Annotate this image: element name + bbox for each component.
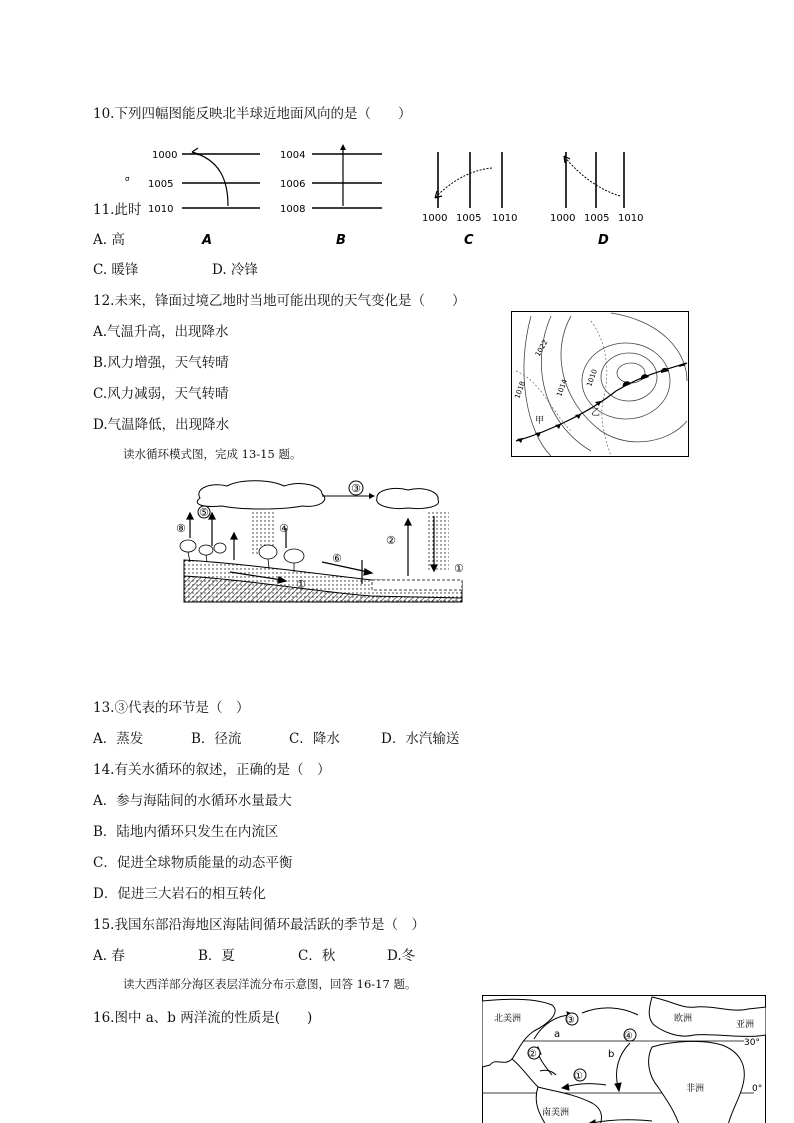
figure-c-label-1: 1000	[422, 213, 448, 224]
weather-map-label-1022: 1022	[533, 338, 550, 358]
label-north-america: 北美洲	[494, 1014, 522, 1024]
label-south-america: 南美洲	[542, 1108, 570, 1118]
figure-b	[280, 144, 382, 248]
question-13-option-b: B．径流	[191, 731, 242, 747]
figure-c-letter: C	[464, 233, 474, 248]
label-8: ⑧	[176, 522, 186, 535]
isobar-figures	[120, 140, 660, 255]
label-1-sea: ①	[454, 562, 464, 575]
question-14-option-d: D．促进三大岩石的相互转化	[93, 886, 266, 902]
question-16: 16.图中 a、b 两洋流的性质是( )	[93, 1010, 313, 1026]
question-11-option-c: C. 暖锋	[93, 262, 139, 278]
figure-a-letter: A	[202, 233, 213, 248]
figure-b-label-3: 1008	[280, 204, 306, 215]
weather-map-label-yi: 乙	[591, 408, 601, 418]
atlantic-label-2: ②	[528, 1049, 537, 1060]
question-12-option-c: C.风力减弱，天气转晴	[93, 386, 229, 402]
weather-map	[511, 311, 689, 457]
atlantic-label-1: ①	[574, 1071, 583, 1082]
weather-map-label-jia: 甲	[535, 416, 545, 426]
question-15: 15.我国东部沿海地区海陆间循环最活跃的季节是（ ）	[93, 917, 425, 933]
figure-b-label-2: 1006	[280, 179, 306, 190]
question-13-option-d: D．水汽输送	[381, 731, 460, 747]
figure-d-label-1: 1000	[550, 213, 576, 224]
figure-b-letter: B	[336, 233, 346, 248]
question-13-option-a: A．蒸发	[93, 731, 144, 747]
question-13-option-c: C．降水	[289, 731, 340, 747]
weather-map-label-1018: 1018	[513, 380, 527, 400]
figure-a	[125, 148, 260, 248]
question-15-option-d: D.冬	[387, 948, 416, 964]
atlantic-label-4: ④	[624, 1031, 633, 1042]
figure-d-label-3: 1010	[618, 213, 644, 224]
label-europe: 欧洲	[674, 1014, 693, 1024]
label-5: ⑤	[199, 506, 209, 519]
figure-d	[550, 152, 643, 248]
question-12-option-d: D.气温降低，出现降水	[93, 417, 230, 433]
figure-a-label-3: 1010	[148, 204, 174, 215]
label-current-b: b	[608, 1049, 615, 1060]
question-15-option-a: A. 春	[93, 948, 125, 964]
question-14: 14.有关水循环的叙述，正确的是（ ）	[93, 762, 331, 778]
figure-a-label-1: 1000	[152, 150, 178, 161]
question-12-option-a: A.气温升高，出现降水	[93, 324, 229, 340]
question-14-option-a: A．参与海陆间的水循环水量最大	[93, 793, 292, 809]
label-africa: 非洲	[686, 1084, 705, 1094]
figure-a-edge-glyph: σ	[125, 175, 130, 183]
question-12-option-b: B.风力增强，天气转晴	[93, 355, 229, 371]
figure-c-label-2: 1005	[456, 213, 482, 224]
label-asia: 亚洲	[736, 1020, 755, 1030]
label-1-land: ①	[296, 578, 306, 591]
question-11-option-d: D. 冷锋	[212, 262, 258, 278]
water-cycle-diagram	[172, 476, 472, 606]
question-11-option-a: A. 高	[93, 232, 125, 248]
question-14-option-b: B．陆地内循环只发生在内流区	[93, 824, 279, 840]
instruction-13-15: 读水循环模式图，完成 13-15 题。	[123, 447, 302, 461]
figure-c	[422, 152, 517, 248]
instruction-16-17: 读大西洋部分海区表层洋流分布示意图，回答 16-17 题。	[123, 977, 417, 991]
question-11: 11.此时	[93, 202, 142, 218]
figure-c-label-3: 1010	[492, 213, 518, 224]
question-14-option-c: C．促进全球物质能量的动态平衡	[93, 855, 293, 871]
label-4: ④	[279, 522, 289, 535]
figure-d-label-2: 1005	[584, 213, 610, 224]
figure-b-label-1: 1004	[280, 150, 306, 161]
atlantic-label-3: ③	[566, 1015, 575, 1026]
question-12: 12.未来，锋面过境乙地时当地可能出现的天气变化是（ ）	[93, 293, 466, 309]
question-13: 13.③代表的环节是（ ）	[93, 700, 250, 716]
label-current-a: a	[554, 1029, 561, 1040]
label-lat-30: 30°	[744, 1038, 760, 1048]
weather-map-label-1014: 1014	[555, 378, 569, 398]
label-2: ②	[386, 534, 396, 547]
weather-map-label-1010: 1010	[585, 368, 599, 388]
figure-a-label-2: 1005	[148, 179, 174, 190]
question-15-option-b: B．夏	[198, 948, 235, 964]
question-10: 10.下列四幅图能反映北半球近地面风向的是（ ）	[93, 106, 412, 122]
question-15-option-c: C．秋	[298, 948, 336, 964]
atlantic-current-map	[482, 995, 766, 1123]
label-3: ③	[351, 482, 361, 495]
figure-d-letter: D	[598, 233, 609, 248]
label-6: ⑥	[332, 552, 342, 565]
label-lat-0: 0°	[752, 1084, 763, 1094]
